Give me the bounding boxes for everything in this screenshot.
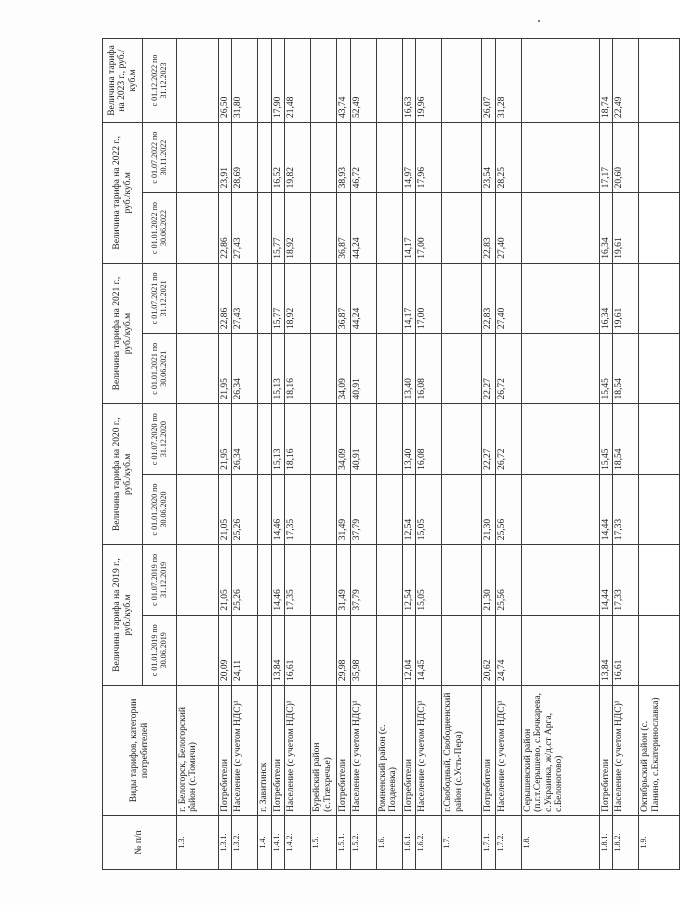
tariff-value-cell: 17,96 xyxy=(416,122,442,192)
tariff-value-cell: 31,80 xyxy=(232,39,258,123)
tariff-value-cell: 18,16 xyxy=(285,404,311,474)
tariff-value-cell: 26,34 xyxy=(232,334,258,404)
tariff-value-cell: 25,26 xyxy=(232,545,258,615)
section-title: Бурейский район (с.Træхречье) xyxy=(311,685,337,815)
tariff-value-cell xyxy=(258,615,271,685)
table-row xyxy=(639,39,680,870)
tariff-value-cell: 16,34 xyxy=(599,193,612,263)
tariff-value-cell: 17,17 xyxy=(599,122,612,192)
tariff-value-cell: 16,61 xyxy=(285,615,311,685)
header-period: с 01.01.2019 по 30.06.2019 xyxy=(143,615,177,685)
tariff-value-cell xyxy=(376,193,402,263)
tariff-value-cell: 18,54 xyxy=(613,404,639,474)
tariff-value-cell: 20,62 xyxy=(482,615,495,685)
table-row xyxy=(177,39,219,870)
tariff-value-cell xyxy=(639,39,680,123)
tariff-value-cell: 18,16 xyxy=(285,334,311,404)
row-number: 1.7.2. xyxy=(495,815,521,869)
tariff-value-cell xyxy=(258,545,271,615)
tariff-value-cell: 25,26 xyxy=(232,474,258,544)
tariff-value-cell xyxy=(311,193,337,263)
tariff-value-cell xyxy=(311,334,337,404)
tariff-value-cell: 25,56 xyxy=(495,545,521,615)
tariff-value-cell: 17,00 xyxy=(416,263,442,333)
table-row xyxy=(416,39,442,870)
tariff-value-cell: 21,30 xyxy=(482,474,495,544)
tariff-value-cell xyxy=(258,193,271,263)
tariff-value-cell: 23,54 xyxy=(482,122,495,192)
tariff-value-cell: 36,87 xyxy=(337,193,350,263)
tariff-value-cell xyxy=(311,122,337,192)
tariff-value-cell: 16,61 xyxy=(613,615,639,685)
tariff-value-cell xyxy=(177,474,219,544)
tariff-value-cell xyxy=(442,615,482,685)
section-title: г. Завитинск xyxy=(258,685,271,815)
tariff-value-cell: 25,56 xyxy=(495,474,521,544)
tariff-value-cell: 37,79 xyxy=(350,545,376,615)
tariff-value-cell: 12,54 xyxy=(402,545,415,615)
consumer-category: Население (с учетом НДС)¹ xyxy=(285,685,311,815)
tariff-value-cell xyxy=(311,615,337,685)
tariff-value-cell xyxy=(521,122,599,192)
consumer-category: Потребители xyxy=(599,685,612,815)
header-year-2019: Величина тарифа на 2019 г., руб./куб.м xyxy=(103,545,143,686)
tariff-value-cell: 19,61 xyxy=(613,263,639,333)
tariff-value-cell: 26,07 xyxy=(482,39,495,123)
table-row xyxy=(442,39,482,870)
table-row xyxy=(350,39,376,870)
tariff-value-cell xyxy=(311,545,337,615)
tariff-value-cell: 19,82 xyxy=(285,122,311,192)
tariff-value-cell: 34,09 xyxy=(337,334,350,404)
header-period: с 01.01.2022 по 30.06.2022 xyxy=(143,193,177,263)
table-row xyxy=(285,39,311,870)
tariff-table xyxy=(102,38,680,870)
tariff-value-cell: 21,48 xyxy=(285,39,311,123)
consumer-category: Население (с учетом НДС)¹ xyxy=(495,685,521,815)
header-period: с 01.07.2022 по 30.11.2022 xyxy=(143,122,177,192)
header-year-2020: Величина тарифа на 2020 г., руб./куб.м xyxy=(103,404,143,545)
tariff-value-cell: 26,72 xyxy=(495,334,521,404)
tariff-value-cell: 22,27 xyxy=(482,404,495,474)
row-number: 1.5.1. xyxy=(337,815,350,869)
tariff-value-cell: 16,08 xyxy=(416,404,442,474)
tariff-value-cell: 22,83 xyxy=(482,263,495,333)
row-number: 1.7. xyxy=(442,815,482,869)
tariff-value-cell: 14,97 xyxy=(402,122,415,192)
header-period: с 01.07.2021 по 31.12.2021 xyxy=(143,263,177,333)
header-year-2022: Величина тарифа на 2022 г., руб./куб.м xyxy=(103,122,143,263)
tariff-value-cell xyxy=(639,263,680,333)
tariff-value-cell: 40,91 xyxy=(350,404,376,474)
row-number: 1.4.2. xyxy=(285,815,311,869)
tariff-value-cell: 15,77 xyxy=(271,193,284,263)
tariff-value-cell xyxy=(177,404,219,474)
tariff-value-cell: 15,05 xyxy=(416,474,442,544)
tariff-value-cell xyxy=(442,545,482,615)
tariff-value-cell xyxy=(258,474,271,544)
row-number: 1.3. xyxy=(177,815,219,869)
tariff-value-cell xyxy=(442,193,482,263)
tariff-value-cell: 26,34 xyxy=(232,404,258,474)
tariff-value-cell xyxy=(177,545,219,615)
row-number: 1.8.1. xyxy=(599,815,612,869)
tariff-value-cell: 16,34 xyxy=(599,263,612,333)
rotated-tariff-sheet xyxy=(102,38,661,870)
scan-speck xyxy=(538,20,540,22)
tariff-value-cell xyxy=(177,615,219,685)
row-number: 1.3.2. xyxy=(232,815,258,869)
section-title: г. Белогорск, Белогорский район (с.Томичи) xyxy=(177,685,219,815)
table-row xyxy=(271,39,284,870)
row-number: 1.8.2. xyxy=(613,815,639,869)
row-number: 1.5. xyxy=(311,815,337,869)
tariff-value-cell: 22,49 xyxy=(613,39,639,123)
tariff-value-cell: 12,54 xyxy=(402,474,415,544)
tariff-value-cell xyxy=(177,193,219,263)
section-title: Серышевский район (п.г.т.Серышево, с.Бочкарева, с.Украинка, ж/д.ст Арга, с.Белоногово) xyxy=(521,685,599,815)
tariff-value-cell xyxy=(311,404,337,474)
tariff-value-cell: 18,92 xyxy=(285,263,311,333)
tariff-value-cell xyxy=(521,39,599,123)
tariff-value-cell: 24,74 xyxy=(495,615,521,685)
section-title: Ромненский район (с. Поздеевка) xyxy=(376,685,402,815)
table-header xyxy=(103,39,177,870)
header-number: № п/п xyxy=(103,815,177,869)
tariff-value-cell: 14,46 xyxy=(271,545,284,615)
tariff-value-cell xyxy=(376,615,402,685)
tariff-value-cell xyxy=(521,545,599,615)
table-row xyxy=(376,39,402,870)
tariff-value-cell: 34,09 xyxy=(337,404,350,474)
tariff-value-cell: 27,40 xyxy=(495,193,521,263)
tariff-value-cell: 21,95 xyxy=(219,334,232,404)
tariff-value-cell: 21,05 xyxy=(219,545,232,615)
tariff-value-cell xyxy=(376,263,402,333)
tariff-value-cell xyxy=(639,615,680,685)
tariff-value-cell xyxy=(376,474,402,544)
tariff-value-cell: 46,72 xyxy=(350,122,376,192)
tariff-value-cell: 26,50 xyxy=(219,39,232,123)
tariff-value-cell xyxy=(177,263,219,333)
tariff-value-cell: 16,52 xyxy=(271,122,284,192)
tariff-value-cell: 28,69 xyxy=(232,122,258,192)
tariff-value-cell xyxy=(376,545,402,615)
tariff-value-cell: 38,93 xyxy=(337,122,350,192)
header-year-2023: Величина тарифа на 2023 г., руб./куб.м xyxy=(103,39,143,123)
table-row xyxy=(495,39,521,870)
tariff-value-cell: 13,84 xyxy=(271,615,284,685)
tariff-value-cell: 27,43 xyxy=(232,193,258,263)
tariff-value-cell: 23,91 xyxy=(219,122,232,192)
tariff-value-cell: 21,05 xyxy=(219,474,232,544)
tariff-value-cell xyxy=(521,263,599,333)
tariff-value-cell xyxy=(258,334,271,404)
tariff-value-cell xyxy=(639,404,680,474)
tariff-value-cell: 19,96 xyxy=(416,39,442,123)
tariff-value-cell xyxy=(521,404,599,474)
header-period: с 01.01.2020 по 30.06.2020 xyxy=(143,474,177,544)
tariff-value-cell xyxy=(639,122,680,192)
consumer-category: Потребители xyxy=(402,685,415,815)
section-title: Октябрьский район (с. Панино, с.Екатеринославка) xyxy=(639,685,680,815)
table-row xyxy=(311,39,337,870)
tariff-value-cell xyxy=(639,334,680,404)
tariff-value-cell xyxy=(177,122,219,192)
header-period: с 01.12.2022 по 31.12.2023 xyxy=(143,39,177,123)
tariff-value-cell xyxy=(521,334,599,404)
row-number: 1.8. xyxy=(521,815,599,869)
tariff-value-cell: 13,84 xyxy=(599,615,612,685)
tariff-value-cell: 20,09 xyxy=(219,615,232,685)
tariff-value-cell xyxy=(376,334,402,404)
tariff-value-cell: 44,24 xyxy=(350,263,376,333)
tariff-value-cell: 15,13 xyxy=(271,334,284,404)
header-period: с 01.07.2019 по 31.12.2019 xyxy=(143,545,177,615)
table-row xyxy=(258,39,271,870)
tariff-value-cell: 29,98 xyxy=(337,615,350,685)
tariff-value-cell xyxy=(521,474,599,544)
table-row xyxy=(219,39,232,870)
consumer-category: Население (с учетом НДС)¹ xyxy=(232,685,258,815)
tariff-value-cell xyxy=(639,193,680,263)
tariff-value-cell: 15,05 xyxy=(416,545,442,615)
tariff-value-cell: 17,33 xyxy=(613,474,639,544)
tariff-value-cell xyxy=(258,122,271,192)
header-period: с 01.01.2021 по 30.06.2021 xyxy=(143,334,177,404)
tariff-value-cell: 21,30 xyxy=(482,545,495,615)
tariff-value-cell xyxy=(258,39,271,123)
table-row xyxy=(402,39,415,870)
tariff-value-cell: 35,98 xyxy=(350,615,376,685)
tariff-value-cell: 17,33 xyxy=(613,545,639,615)
table-row xyxy=(337,39,350,870)
tariff-value-cell: 14,45 xyxy=(416,615,442,685)
tariff-value-cell xyxy=(442,404,482,474)
tariff-value-cell: 14,44 xyxy=(599,474,612,544)
tariff-value-cell: 16,63 xyxy=(402,39,415,123)
consumer-category: Потребители xyxy=(271,685,284,815)
tariff-value-cell xyxy=(258,404,271,474)
tariff-value-cell: 13,40 xyxy=(402,334,415,404)
tariff-value-cell: 13,40 xyxy=(402,404,415,474)
tariff-value-cell: 40,91 xyxy=(350,334,376,404)
consumer-category: Население (с учетом НДС)¹ xyxy=(350,685,376,815)
tariff-value-cell: 37,79 xyxy=(350,474,376,544)
row-number: 1.6.1. xyxy=(402,815,415,869)
tariff-value-cell: 22,83 xyxy=(482,193,495,263)
tariff-value-cell xyxy=(376,404,402,474)
table-row xyxy=(482,39,495,870)
tariff-value-cell xyxy=(311,474,337,544)
tariff-value-cell: 22,86 xyxy=(219,193,232,263)
section-title: г.Свободный, Свободненский район (с.Усть-Пера) xyxy=(442,685,482,815)
tariff-value-cell xyxy=(521,193,599,263)
table-row xyxy=(613,39,639,870)
tariff-value-cell xyxy=(639,545,680,615)
tariff-value-cell: 17,90 xyxy=(271,39,284,123)
tariff-value-cell: 18,92 xyxy=(285,193,311,263)
table-body xyxy=(177,39,680,870)
row-number: 1.6. xyxy=(376,815,402,869)
tariff-value-cell xyxy=(376,122,402,192)
tariff-value-cell: 14,17 xyxy=(402,263,415,333)
tariff-value-cell xyxy=(442,474,482,544)
tariff-value-cell: 17,35 xyxy=(285,545,311,615)
consumer-category: Население (с учетом НДС)¹ xyxy=(416,685,442,815)
consumer-category: Население (с учетом НДС)¹ xyxy=(613,685,639,815)
tariff-value-cell: 52,49 xyxy=(350,39,376,123)
tariff-value-cell xyxy=(311,263,337,333)
tariff-value-cell: 19,61 xyxy=(613,193,639,263)
table-row xyxy=(599,39,612,870)
consumer-category: Потребители xyxy=(219,685,232,815)
tariff-value-cell: 44,24 xyxy=(350,193,376,263)
tariff-value-cell: 28,25 xyxy=(495,122,521,192)
row-number: 1.4. xyxy=(258,815,271,869)
tariff-value-cell: 15,13 xyxy=(271,404,284,474)
tariff-value-cell xyxy=(442,122,482,192)
header-tariff-kind: Виды тарифов, категории потребителей xyxy=(103,685,177,815)
tariff-value-cell: 18,74 xyxy=(599,39,612,123)
header-period: с 01.07.2020 по 31.12.2020 xyxy=(143,404,177,474)
consumer-category: Потребители xyxy=(482,685,495,815)
tariff-value-cell xyxy=(442,39,482,123)
tariff-value-cell: 14,46 xyxy=(271,474,284,544)
tariff-value-cell xyxy=(442,334,482,404)
tariff-value-cell xyxy=(376,39,402,123)
row-number: 1.6.2. xyxy=(416,815,442,869)
tariff-value-cell: 31,49 xyxy=(337,474,350,544)
tariff-value-cell: 31,49 xyxy=(337,545,350,615)
row-number: 1.9. xyxy=(639,815,680,869)
table-row xyxy=(232,39,258,870)
row-number: 1.7.1. xyxy=(482,815,495,869)
tariff-value-cell: 14,44 xyxy=(599,545,612,615)
tariff-value-cell xyxy=(639,474,680,544)
row-number: 1.5.2. xyxy=(350,815,376,869)
tariff-value-cell xyxy=(442,263,482,333)
tariff-value-cell xyxy=(177,39,219,123)
tariff-value-cell xyxy=(258,263,271,333)
tariff-value-cell: 22,27 xyxy=(482,334,495,404)
row-number: 1.3.1. xyxy=(219,815,232,869)
tariff-value-cell: 15,45 xyxy=(599,404,612,474)
tariff-value-cell: 18,54 xyxy=(613,334,639,404)
consumer-category: Потребители xyxy=(337,685,350,815)
tariff-value-cell xyxy=(521,615,599,685)
tariff-value-cell xyxy=(177,334,219,404)
tariff-value-cell: 27,40 xyxy=(495,263,521,333)
tariff-value-cell: 12,04 xyxy=(402,615,415,685)
table-row xyxy=(521,39,599,870)
tariff-value-cell: 16,08 xyxy=(416,334,442,404)
tariff-value-cell: 17,35 xyxy=(285,474,311,544)
row-number: 1.4.1. xyxy=(271,815,284,869)
tariff-value-cell: 43,74 xyxy=(337,39,350,123)
tariff-value-cell xyxy=(311,39,337,123)
tariff-value-cell: 24,11 xyxy=(232,615,258,685)
tariff-value-cell: 21,95 xyxy=(219,404,232,474)
tariff-value-cell: 26,72 xyxy=(495,404,521,474)
tariff-value-cell: 31,28 xyxy=(495,39,521,123)
tariff-value-cell: 20,60 xyxy=(613,122,639,192)
tariff-value-cell: 15,45 xyxy=(599,334,612,404)
header-year-2021: Величина тарифа на 2021 г., руб./куб.м xyxy=(103,263,143,404)
tariff-value-cell: 36,87 xyxy=(337,263,350,333)
tariff-value-cell: 14,17 xyxy=(402,193,415,263)
tariff-value-cell: 17,00 xyxy=(416,193,442,263)
tariff-value-cell: 22,86 xyxy=(219,263,232,333)
tariff-value-cell: 15,77 xyxy=(271,263,284,333)
tariff-value-cell: 27,43 xyxy=(232,263,258,333)
